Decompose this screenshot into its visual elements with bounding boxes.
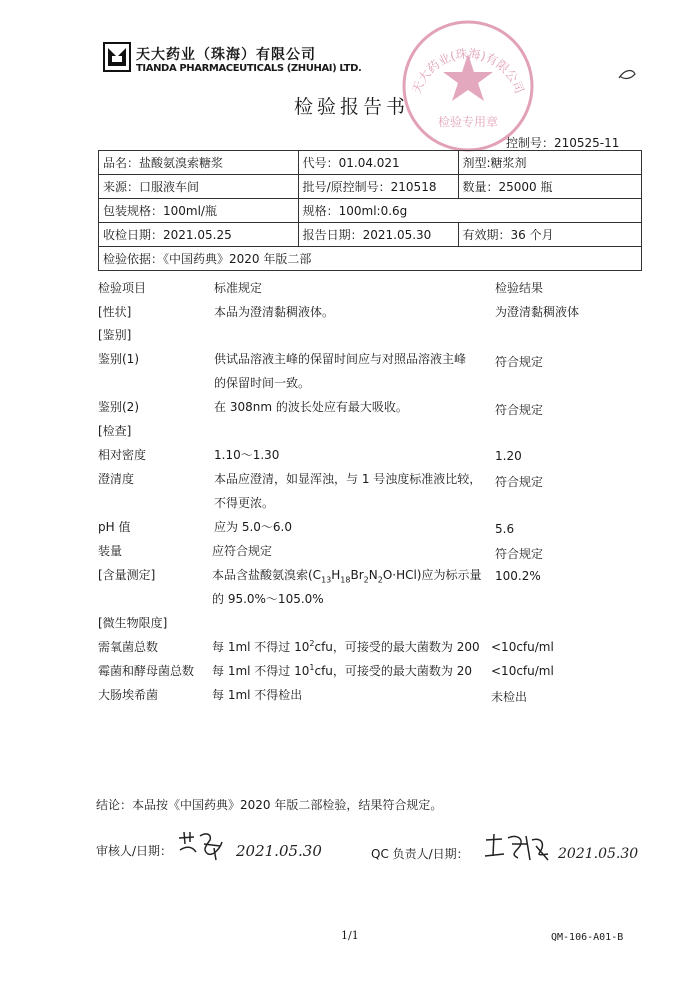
section-micro [0,614,700,634]
test-row-clarity-cont [0,494,700,514]
test-row-mold [0,662,700,682]
standard-text: 本品应澄清，如显浑浊，与 1 号浊度标准液比较， [214,472,482,486]
test-row-ph [0,518,700,538]
standard-text-cont: 不得更浓。 [214,496,275,510]
item-label: 鉴别(1) [98,352,139,366]
qc-signature [482,832,552,866]
result-text: 5.6 [495,522,515,536]
test-row-assay [0,566,700,586]
result-text: <10cfu/ml [491,640,554,654]
item-label: 装量 [98,544,123,558]
item-label: [含量测定] [98,568,156,582]
test-row-fill [0,542,700,562]
company-logo-icon [103,42,131,72]
corner-pen-mark [616,66,638,82]
reviewer-date: 2021.05.30 [236,842,322,860]
standard-text: 每 1ml 不得检出 [212,688,303,702]
qc-label: QC 负责人/日期： [371,847,469,861]
test-row-assay-cont [0,590,700,610]
control-number: 控制号：210525-11 [506,136,620,150]
standard-text: 本品为澄清黏稠液体。 [214,305,335,319]
result-text: 未检出 [491,690,528,704]
test-row-density [0,446,700,466]
quantity-cell: 数量：25000 瓶 [458,175,642,199]
header-standard: 标准规定 [214,281,263,295]
item-label: 鉴别(2) [98,400,139,414]
assay-standard-text: 本品含盐酸氨溴索$(C_{13}H_{18}Br_2N_2O\cdot HCl)$应为标示量 [212,568,482,585]
section-label: [检查] [98,424,132,438]
received-date-cell: 收检日期：2021.05.25 [99,223,299,247]
standard-text: 每 1ml 不得过 $10^2cfu$，可接受的最大菌数为 200 [212,639,480,654]
company-name-cn: 天大药业（珠海）有限公司 [136,47,316,63]
result-text: 符合规定 [495,475,544,489]
item-label: 澄清度 [98,472,135,486]
result-text: 符合规定 [495,355,544,369]
section-ident [0,326,700,346]
header-item: 检验项目 [98,281,147,295]
standard-text: 在 308nm 的波长处应有最大吸收。 [214,400,408,414]
item-label: pH 值 [98,520,131,534]
product-info-table [98,150,642,271]
company-name-en: TIANDA PHARMACEUTICALS (ZHUHAI) LTD. [136,63,362,74]
svg-text:检验专用章: 检验专用章 [437,115,499,129]
reviewer-signature [176,828,226,862]
result-text: 1.20 [495,449,522,463]
result-text: <10cfu/ml [491,664,554,678]
product-name-cell: 品名：盐酸氨溴索糖浆 [99,151,299,175]
batch-number-cell: 批号/原控制号：210518 [298,175,458,199]
dosage-form-cell: 剂型:糖浆剂 [458,151,642,175]
standard-text: 应符合规定 [212,544,273,558]
item-label: 大肠埃希菌 [98,688,159,702]
test-row-ident1 [0,350,700,370]
validity-cell: 有效期：36 个月 [458,223,642,247]
standard-text: 应为 5.0～6.0 [214,520,292,534]
package-spec-cell: 包装规格：100ml/瓶 [99,199,299,223]
result-text: 符合规定 [495,547,544,561]
result-text: 为澄清黏稠液体 [495,305,580,319]
spec-cell: 规格：100ml:0.6g [298,199,641,223]
item-label: [性状] [98,305,132,319]
test-row-clarity [0,470,700,490]
test-row-ident1-cont [0,374,700,394]
standard-text-cont: 的 95.0%～105.0% [212,592,324,606]
section-check [0,422,700,442]
test-row-ident2 [0,398,700,418]
test-row-ecoli [0,686,700,706]
page-number: 1/1 [341,929,359,942]
qc-date: 2021.05.30 [558,846,639,862]
standard-text: 供试品溶液主峰的保留时间应与对照品溶液主峰 [214,352,467,366]
test-row-aerobic [0,638,700,658]
form-code: QM-106-A01-B [551,932,624,943]
standard-text: 每 1ml 不得过 $10^1cfu$，可接受的最大菌数为 20 [212,663,472,678]
result-text: 100.2% [495,569,541,583]
item-label: 相对密度 [98,448,147,462]
test-row-trait [0,303,700,323]
section-label: [微生物限度] [98,616,168,630]
section-label: [鉴别] [98,328,132,342]
product-code-cell: 代号：01.04.021 [298,151,458,175]
header-result: 检验结果 [495,281,544,295]
item-label: 需氧菌总数 [98,640,159,654]
standard-text: 1.10～1.30 [214,448,280,462]
source-cell: 来源：口服液车间 [99,175,299,199]
svg-text:天大药业(珠海)有限公司: 天大药业(珠海)有限公司 [409,46,527,96]
reviewer-label: 审核人/日期： [96,844,173,858]
item-label: 霉菌和酵母菌总数 [98,664,195,678]
test-basis-cell: 检验依据：《中国药典》2020 年版二部 [99,247,642,271]
standard-text-cont: 的保留时间一致。 [214,376,311,390]
report-title: 检验报告书 [294,96,410,118]
conclusion-text: 结论：本品按《中国药典》2020 年版二部检验，结果符合规定。 [96,798,443,812]
test-header-row [0,279,700,299]
result-text: 符合规定 [495,403,544,417]
report-date-cell: 报告日期：2021.05.30 [298,223,458,247]
